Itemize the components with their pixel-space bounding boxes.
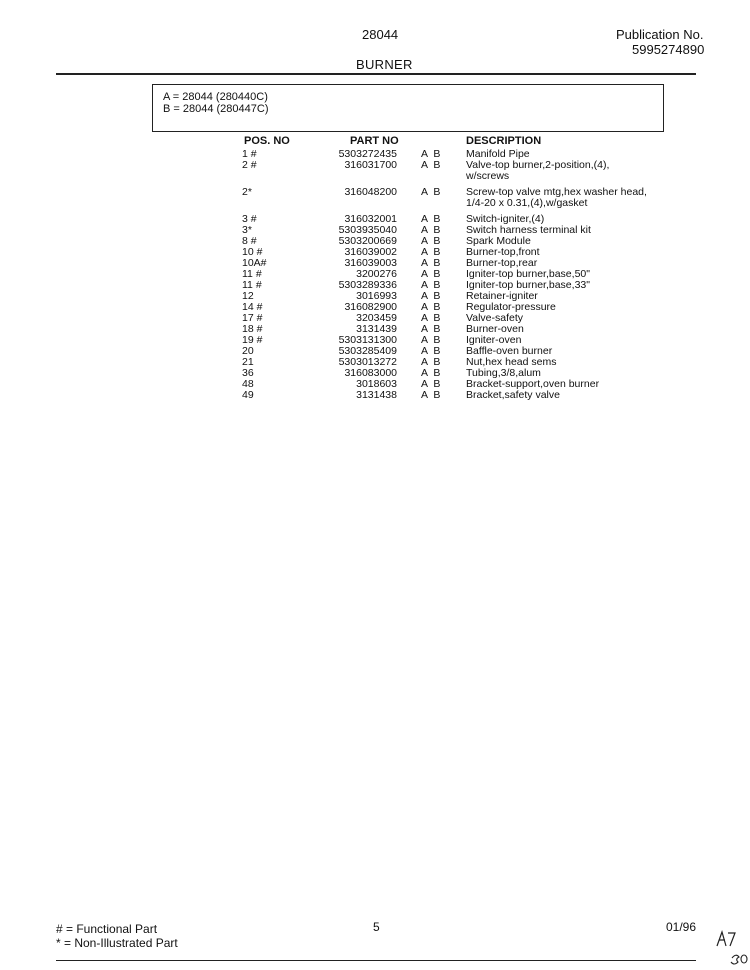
part-number-cell: 316031700	[344, 159, 397, 171]
variant-a-line: A = 28044 (280440C)	[163, 91, 268, 103]
variant-cell: A B	[421, 301, 441, 313]
pos-cell: 2*	[242, 186, 252, 198]
variant-cell: A B	[421, 186, 441, 198]
column-header-pos: POS. NO	[244, 135, 290, 147]
pos-cell: 2 #	[242, 159, 257, 171]
part-number-cell: 316039002	[344, 246, 397, 258]
description-cell: Bracket,safety valve	[466, 389, 560, 401]
description-cell: Retainer-igniter	[466, 290, 538, 302]
pos-cell: 36	[242, 367, 254, 379]
pos-cell: 49	[242, 389, 254, 401]
footer-date: 01/96	[666, 920, 697, 934]
pos-cell: 19 #	[242, 334, 263, 346]
page-number: 5	[373, 920, 380, 934]
pos-cell: 11 #	[242, 268, 262, 280]
variant-cell: A B	[421, 345, 441, 357]
part-number-cell: 5303200669	[338, 235, 397, 247]
column-header-part: PART NO	[350, 135, 399, 147]
description-cell: Bracket-support,oven burner	[466, 378, 600, 390]
footer-divider	[56, 960, 696, 961]
description-cell: Igniter-top burner,base,33"	[466, 279, 590, 291]
handwritten-mark-icon	[714, 928, 750, 968]
description-cell: Igniter-oven	[466, 334, 522, 346]
part-number-cell: 5303935040	[338, 224, 397, 236]
part-number-cell: 3016993	[356, 290, 397, 302]
description-cell: Valve-safety	[466, 312, 523, 324]
publication-label: Publication No.	[616, 27, 704, 42]
pos-cell: 3 #	[242, 213, 257, 225]
part-number-cell: 5303289336	[338, 279, 397, 291]
pos-cell: 8 #	[242, 235, 257, 247]
pos-cell: 14 #	[242, 301, 263, 313]
description-cell: Igniter-top burner,base,50"	[466, 268, 590, 280]
description-cell: Tubing,3/8,alum	[466, 367, 541, 379]
description-cell: Baffle-oven burner	[466, 345, 553, 357]
part-number-cell: 316048200	[344, 186, 397, 198]
part-number-cell: 3203459	[356, 312, 397, 324]
description-cell: Switch-igniter,(4)	[466, 213, 545, 225]
description-cell: Spark Module	[466, 235, 531, 247]
pos-cell: 11 #	[242, 279, 262, 291]
model-number: 28044	[362, 27, 399, 42]
variant-cell: A B	[421, 290, 441, 302]
variant-cell: A B	[421, 257, 441, 269]
pos-cell: 10A#	[242, 257, 267, 269]
part-number-cell: 316083000	[344, 367, 397, 379]
pos-cell: 10 #	[242, 246, 263, 258]
part-number-cell: 3131438	[356, 389, 397, 401]
pos-cell: 18 #	[242, 323, 263, 335]
description-cell: Valve-top burner,2-position,(4), w/screws	[466, 159, 610, 182]
description-cell: Regulator-pressure	[466, 301, 556, 313]
description-cell: Burner-top,front	[466, 246, 540, 258]
part-number-cell: 5303131300	[338, 334, 397, 346]
variant-cell: A B	[421, 312, 441, 324]
variant-cell: A B	[421, 224, 441, 236]
header-divider	[56, 73, 696, 75]
variant-cell: A B	[421, 213, 441, 225]
description-cell: Screw-top valve mtg,hex washer head, 1/4-20 x 0.31,(4),w/gasket	[466, 186, 647, 209]
section-title: BURNER	[356, 57, 413, 72]
variant-cell: A B	[421, 323, 441, 335]
pos-cell: 48	[242, 378, 254, 390]
variant-cell: A B	[421, 378, 441, 390]
handwritten-note	[714, 928, 750, 968]
variant-cell: A B	[421, 159, 441, 171]
part-number-cell: 316082900	[344, 301, 397, 313]
variant-b-line: B = 28044 (280447C)	[163, 103, 269, 115]
part-number-cell: 5303285409	[338, 345, 397, 357]
variant-cell: A B	[421, 268, 441, 280]
part-number-cell: 5303272435	[338, 148, 397, 160]
variant-cell: A B	[421, 334, 441, 346]
description-cell: Manifold Pipe	[466, 148, 530, 160]
variant-cell: A B	[421, 367, 441, 379]
variant-cell: A B	[421, 235, 441, 247]
description-cell: Switch harness terminal kit	[466, 224, 591, 236]
part-number-cell: 5303013272	[338, 356, 397, 368]
part-number-cell: 3200276	[356, 268, 397, 280]
legend-functional-part: # = Functional Part	[56, 922, 158, 936]
part-number-cell: 3018603	[356, 378, 397, 390]
part-number-cell: 316039003	[344, 257, 397, 269]
publication-number: 5995274890	[632, 42, 705, 57]
part-number-cell: 3131439	[356, 323, 397, 335]
pos-cell: 1 #	[242, 148, 257, 160]
part-number-cell: 316032001	[344, 213, 397, 225]
pos-cell: 21	[242, 356, 254, 368]
description-cell: Nut,hex head sems	[466, 356, 557, 368]
variant-cell: A B	[421, 356, 441, 368]
variant-cell: A B	[421, 279, 441, 291]
description-cell: Burner-oven	[466, 323, 524, 335]
variant-cell: A B	[421, 148, 441, 160]
pos-cell: 20	[242, 345, 254, 357]
legend-non-illustrated-part: * = Non-Illustrated Part	[56, 936, 178, 950]
pos-cell: 17 #	[242, 312, 263, 324]
variant-legend-box	[152, 84, 664, 132]
variant-cell: A B	[421, 246, 441, 258]
pos-cell: 3*	[242, 224, 252, 236]
variant-cell: A B	[421, 389, 441, 401]
pos-cell: 12	[242, 290, 254, 302]
description-cell: Burner-top,rear	[466, 257, 538, 269]
column-header-description: DESCRIPTION	[466, 135, 542, 147]
